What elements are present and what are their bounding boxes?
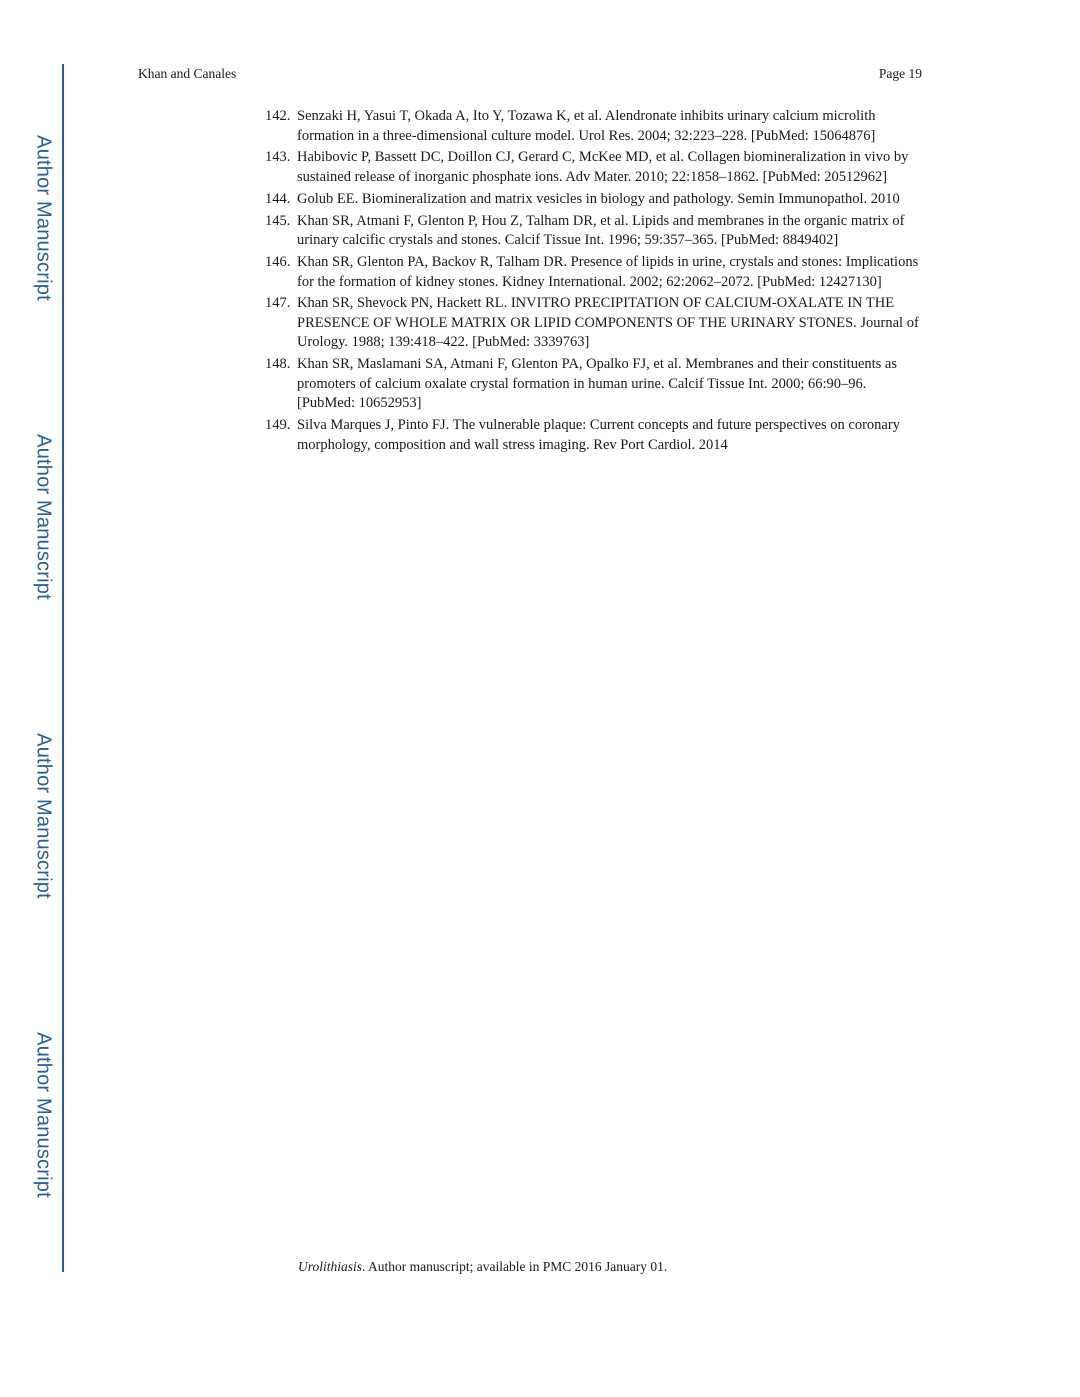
journal-name: Urolithiasis xyxy=(298,1259,363,1274)
reference-text: Khan SR, Shevock PN, Hackett RL. INVITRO PRECIPITATION OF CALCIUM-OXALATE IN THE PRESENCE OF WHOLE MATRIX OR LIPID COMPONENTS OF THE URINARY STONES. Journal of Urology. 1988; 139:418–422. [PubMed: 3339763] xyxy=(297,295,919,351)
running-header-authors: Khan and Canales xyxy=(138,66,237,81)
sidebar-label-text: Author Manuscript xyxy=(32,135,55,301)
reference-text: Silva Marques J, Pinto FJ. The vulnerable plaque: Current concepts and future perspectives on coronary morphology, composition and wall stress imaging. Rev Port Cardiol. 2014 xyxy=(297,417,900,453)
reference-list xyxy=(265,107,925,458)
footer-availability: . Author manuscript; available in PMC 2016 January 01. xyxy=(362,1259,668,1274)
page-footer xyxy=(298,1259,667,1275)
reference-item xyxy=(265,148,925,187)
reference-text: Senzaki H, Yasui T, Okada A, Ito Y, Tozawa K, et al. Alendronate inhibits urinary calcium microlith formation in a three-dimensional culture model. Urol Res. 2004; 32:223–228. [PubMed: 15064876] xyxy=(297,108,876,144)
reference-item xyxy=(265,212,925,251)
sidebar-rule xyxy=(62,64,64,1272)
reference-item xyxy=(265,294,925,353)
reference-number: 149. xyxy=(265,417,291,434)
sidebar-label-text: Author Manuscript xyxy=(32,1032,55,1198)
reference-text: Habibovic P, Bassett DC, Doillon CJ, Gerard C, McKee MD, et al. Collagen biomineralization in vivo by sustained release of inorganic phosphate ions. Adv Mater. 2010; 22:1858–1862. [PubMed: 20512962] xyxy=(297,149,909,185)
reference-text: Khan SR, Atmani F, Glenton P, Hou Z, Talham DR, et al. Lipids and membranes in the organic matrix of urinary calcific crystals and stones. Calcif Tissue Int. 1996; 59:357–365. [PubMed: 8849402] xyxy=(297,212,905,249)
reference-number: 143. xyxy=(265,149,291,166)
reference-text: Golub EE. Biomineralization and matrix vesicles in biology and pathology. Semin Immunopathol. 2010 xyxy=(297,190,900,207)
sidebar-label-text: Author Manuscript xyxy=(32,733,55,899)
reference-text: Khan SR, Glenton PA, Backov R, Talham DR. Presence of lipids in urine, crystals and stones: Implications for the formation of kidney stones. Kidney International. 2002; 62:2062–2072. [PubMed: 12427130] xyxy=(297,253,919,290)
page-number: Page 19 xyxy=(878,66,922,81)
reference-number: 142. xyxy=(265,108,291,124)
sidebar-label-text: Author Manuscript xyxy=(32,434,55,600)
reference-number: 144. xyxy=(265,190,291,207)
reference-number: 148. xyxy=(265,356,291,373)
reference-number: 146. xyxy=(265,253,291,270)
reference-item xyxy=(265,253,925,292)
reference-item xyxy=(265,190,925,210)
reference-item xyxy=(265,355,925,414)
reference-item xyxy=(265,416,925,455)
reference-number: 145. xyxy=(265,212,291,229)
reference-number: 147. xyxy=(265,295,291,312)
reference-item xyxy=(265,107,925,146)
reference-text: Khan SR, Maslamani SA, Atmani F, Glenton PA, Opalko FJ, et al. Membranes and their constituents as promoters of calcium oxalate crystal formation in human urine. Calcif Tissue Int. 2000; 66:90–96. [PubMed: 10652953] xyxy=(297,356,898,412)
